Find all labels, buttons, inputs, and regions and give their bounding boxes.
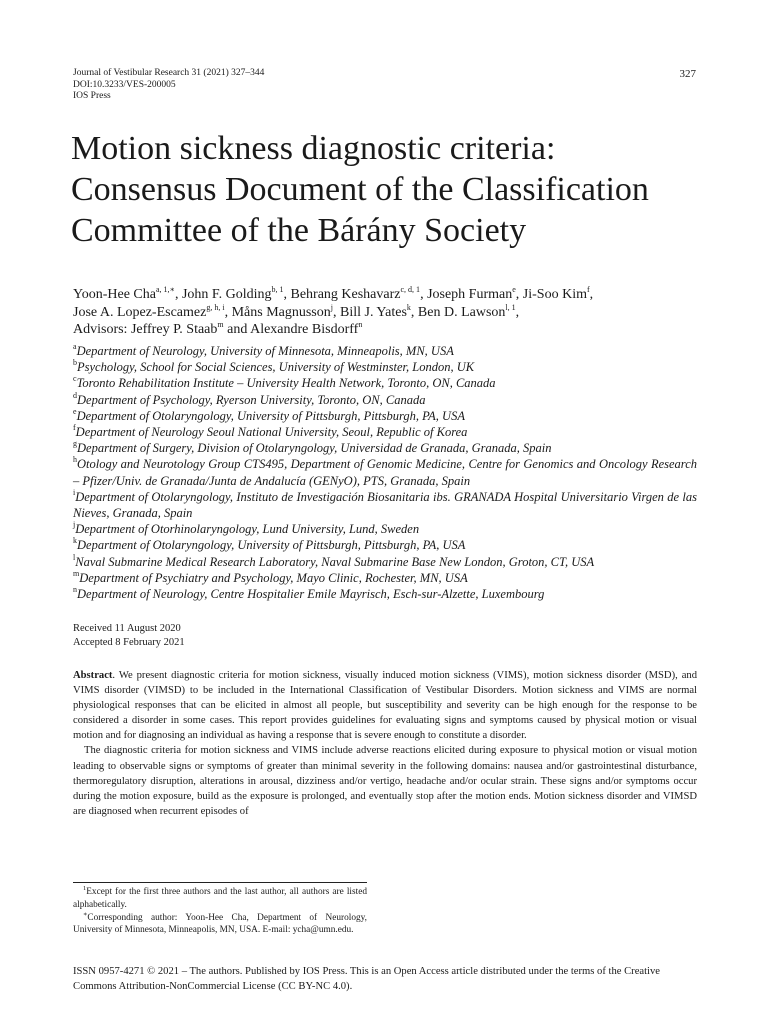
footnote-marker: 1 <box>83 885 87 892</box>
doi[interactable]: DOI:10.3233/VES-200005 <box>73 79 176 90</box>
author-name: Ben D. Lawson <box>417 304 506 320</box>
author-affil-marker: k <box>406 302 411 312</box>
footnote-marker: ∗ <box>83 910 88 918</box>
accepted-date: Accepted 8 February 2021 <box>73 636 185 648</box>
received-date: Received 11 August 2020 <box>73 623 181 634</box>
footnote-divider <box>73 882 367 883</box>
abstract-paragraph: The diagnostic criteria for motion sickness and VIMS include adverse reactions elicited during exposure to physical motion or visual motion leading to observable signs or symptoms of greater than minimal severity in the following domains: nausea and/or gastrointestinal disturbance, thermoregulatory disruption, alterations in arousal, dizziness and/or vertigo, headache and/or ocular strain. These signs and/or symptoms occur during the motion exposure, build as the exposure is prolonged, and eventually stop after the motion ends. Motion sickness disorder and VIMSD are diagnosed when recurrent episodes of <box>73 745 697 817</box>
advisor-name: Jeffrey P. Staab <box>130 322 218 337</box>
affiliation: $^m$Department of Psychiatry and Psychology, Mayo Clinic, Rochester, MN, USA <box>73 568 468 585</box>
affiliation: $^b$Psychology, School for Social Sciences, University of Westminster, London, UK <box>73 358 475 375</box>
author-name: Behrang Keshavarz <box>290 287 401 302</box>
author: Bill J. Yates$^k$, <box>339 302 418 320</box>
author-list <box>73 286 697 339</box>
affiliation: $^a$Department of Neurology, University of Minnesota, Minneapolis, MN, USA <box>73 342 454 358</box>
author: Jose A. Lopez-Escamez$^{g, h, i}$, <box>73 302 232 320</box>
author-affil-marker: b, 1 <box>271 285 284 294</box>
affiliation: $^i$Department of Otolaryngology, Instituto de Investigación Biosanitaria ibs. GRANADA Hospital Universitario Virgen de las Nieves, Granada, Spain <box>73 487 697 521</box>
submission-dates <box>73 622 185 649</box>
title-line: Motion sickness diagnostic criteria: <box>71 130 556 167</box>
author-affil-marker: e <box>512 285 516 294</box>
affiliation: $^e$Department of Otolaryngology, University of Pittsburgh, Pittsburgh, PA, USA <box>73 406 465 423</box>
author-affil-marker: l, 1 <box>505 302 516 312</box>
affiliation: $^f$Department of Neurology Seoul National University, Seoul, Republic of Korea <box>73 423 468 440</box>
abstract-label: Abstract <box>73 670 113 681</box>
author-affil-marker: a, 1,∗ <box>155 285 175 294</box>
affiliation: $^j$Department of Otorhinolaryngology, Lund University, Lund, Sweden <box>73 520 420 537</box>
author-name: John F. Golding <box>181 287 272 302</box>
affiliation: $^k$Department of Otolaryngology, University of Pittsburgh, Pittsburgh, PA, USA <box>73 536 466 553</box>
article-title <box>71 128 711 251</box>
author-name: Bill J. Yates <box>339 304 407 320</box>
affiliation: $^d$Department of Psychology, Ryerson University, Toronto, ON, Canada <box>73 390 426 407</box>
running-header <box>73 68 264 103</box>
author: Yoon-Hee Cha$^{a, 1,∗}$, <box>73 285 182 302</box>
publisher: IOS Press <box>73 91 111 101</box>
author-name: Yoon-Hee Cha <box>73 287 156 302</box>
author: Måns Magnusson$^j$, <box>231 302 340 320</box>
author-name: Joseph Furman <box>427 287 513 302</box>
author: John F. Golding$^{b, 1}$, <box>181 285 291 302</box>
affiliation: $^n$Department of Neurology, Centre Hospitalier Emile Mayrisch, Esch-sur-Alzette, Luxembourg <box>73 585 545 602</box>
author-name: Ji-Soo Kim <box>522 287 587 302</box>
author: Ji-Soo Kim$^f$, <box>522 285 594 302</box>
author-affil-marker: n <box>358 320 363 329</box>
author-affil-marker: f <box>586 285 590 294</box>
abstract-paragraph: Abstract. We present diagnostic criteria for motion sickness, visually induced motion sickness (VIMS), motion sickness disorder (MSD), and VIMS disorder (VIMSD) to be included in the International Classification of Vestibular Disorders. Motion sickness and VIMS are normal physiological responses that can be elicited in almost all people, but susceptibility and severity can be high enough for the response to be considered a disorder in some cases. This report provides guidelines for evaluating signs and symptoms caused by physical motion or visual motion and for diagnosing an individual as having a response that is severe enough to constitute a disorder. <box>73 670 697 742</box>
journal-citation: Journal of Vestibular Research 31 (2021) 327–344 <box>73 68 265 78</box>
author-affil-marker: m <box>217 320 224 329</box>
footnotes <box>73 886 367 937</box>
affiliation: $^h$Otology and Neurotology Group CTS495, Department of Genomic Medicine, Centre for Genomics and Oncology Research – Pfizer/Univ. de Granada/Junta de Andalucía (GENyO), PTS, Granada, Spain <box>73 455 697 488</box>
author-affil-marker: c, d, 1 <box>400 285 421 294</box>
license-statement: ISSN 0957-4271 © 2021 – The authors. Published by IOS Press. This is an Open Access article distributed under the terms of the Creative Commons Attribution-NonCommercial License (CC BY-NC 4.0). <box>73 966 660 992</box>
author-name: Måns Magnusson <box>231 304 331 320</box>
advisors: Advisors: Jeffrey P. Staab$^m$ and Alexandre Bisdorff$^n$ <box>73 320 363 337</box>
author: Joseph Furman$^e$, <box>427 285 523 302</box>
title-line: Committee of the Bárány Society <box>71 212 527 249</box>
affiliation: $^c$Toronto Rehabilitation Institute – University Health Network, Toronto, ON, Canada <box>73 374 496 391</box>
title-line: Consensus Document of the Classification <box>71 171 649 208</box>
author-affil-marker: g, h, i <box>206 302 225 312</box>
author-affil-marker: j <box>330 302 333 312</box>
footnote: $^1$Except for the first three authors and the last author, all authors are listed alphabetically. <box>73 885 367 910</box>
affiliation: $^l$Naval Submarine Medical Research Laboratory, Naval Submarine Base New London, Groton, CT, USA <box>73 552 595 569</box>
abstract <box>73 668 697 819</box>
author: Behrang Keshavarz$^{c, d, 1}$, <box>290 285 428 302</box>
advisor-name: Alexandre Bisdorff <box>250 322 359 337</box>
page-number: 327 <box>679 68 696 80</box>
affiliation-list <box>73 343 697 602</box>
author-name: Jose A. Lopez-Escamez <box>73 304 207 320</box>
footnote: ∗Corresponding author: Yoon-Hee Cha, Department of Neurology, University of Minnesota, Minneapolis, MN, USA. E-mail: ycha@umn.edu. <box>73 910 367 936</box>
author: Ben D. Lawson$^{l, 1}$, <box>417 302 520 320</box>
affiliation: $^g$Department of Surgery, Division of Otolaryngology, Universidad de Granada, Granada, Spain <box>73 439 552 456</box>
